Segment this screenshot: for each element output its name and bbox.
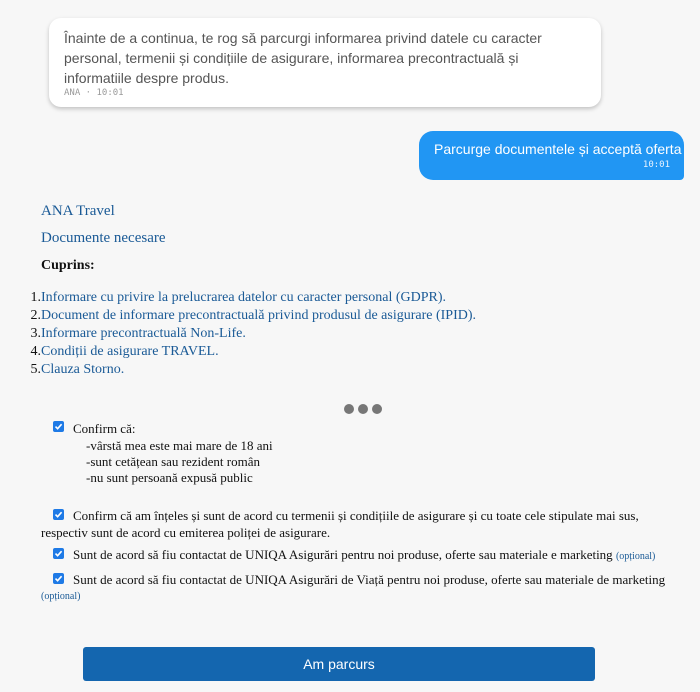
terms-label-line1: Confirm că am înțeles și sunt de acord cu termenii și condițiile de asigurare și cu toate cele stipulate mai sus, bbox=[73, 508, 639, 523]
optional-tag: (opțional) bbox=[615, 551, 656, 562]
outgoing-message-bubble bbox=[419, 131, 684, 180]
age-confirm-line: -nu sunt persoană expusă public bbox=[86, 470, 253, 485]
typing-indicator-icon bbox=[344, 404, 382, 414]
marketing-uniqa-checkbox[interactable] bbox=[53, 548, 64, 559]
checkmark-icon bbox=[54, 549, 63, 558]
age-confirm-line: -vârstă mea este mai mare de 18 ani bbox=[86, 438, 273, 453]
marketing-uniqa-life-checkbox[interactable] bbox=[53, 573, 64, 584]
document-link-ipid[interactable]: Document de informare precontractuală privind produsul de asigurare (IPID). bbox=[41, 308, 477, 323]
am-parcurs-button[interactable]: Am parcurs bbox=[83, 647, 595, 681]
list-item: 3.Informare precontractuală Non-Life. bbox=[30, 326, 246, 341]
incoming-message-meta: ANA · 10:01 bbox=[64, 88, 124, 98]
age-confirm-label: Confirm că: bbox=[73, 421, 136, 436]
contents-label: Cuprins: bbox=[41, 258, 95, 273]
checkmark-icon bbox=[54, 574, 63, 583]
terms-label-line2: respectiv sunt de acord cu emiterea poliței de asigurare. bbox=[41, 525, 331, 540]
document-link-gdpr[interactable]: Informare cu privire la prelucrarea datelor cu caracter personal (GDPR). bbox=[41, 290, 447, 305]
incoming-message-bubble bbox=[49, 18, 601, 107]
checkmark-icon bbox=[54, 422, 63, 431]
checkmark-icon bbox=[54, 510, 63, 519]
list-item: 4.Condiții de asigurare TRAVEL. bbox=[30, 344, 219, 359]
incoming-message-text: Înainte de a continua, te rog să parcurgi informarea privind datele cu caracter personal, termenii și condițiile de asigurare, informarea precontractuală și informatiile despre produs. bbox=[64, 30, 542, 86]
section-subtitle: Documente necesare bbox=[41, 230, 166, 246]
list-item: 1.Informare cu privire la prelucrarea datelor cu caracter personal (GDPR). bbox=[30, 290, 447, 305]
document-link-storno[interactable]: Clauza Storno. bbox=[41, 362, 125, 377]
age-confirm-checkbox[interactable] bbox=[53, 421, 64, 432]
document-link-travel-conditions[interactable]: Condiții de asigurare TRAVEL. bbox=[41, 344, 219, 359]
document-link-precontract[interactable]: Informare precontractuală Non-Life. bbox=[41, 326, 246, 341]
terms-checkbox[interactable] bbox=[53, 509, 64, 520]
list-item: 2.Document de informare precontractuală privind produsul de asigurare (IPID). bbox=[30, 308, 477, 323]
marketing-uniqa-life-label: Sunt de acord să fiu contactat de UNIQA Asigurări de Viață pentru noi produse, oferte sau materiale de marketing bbox=[73, 572, 666, 587]
age-confirm-line: -sunt cetățean sau rezident român bbox=[86, 454, 260, 469]
marketing-uniqa-label: Sunt de acord să fiu contactat de UNIQA Asigurări pentru noi produse, oferte sau materiale e marketing (opțional) bbox=[73, 547, 656, 562]
outgoing-message-text: Parcurge documentele și acceptă oferta bbox=[434, 141, 682, 157]
document-list bbox=[0, 289, 476, 379]
section-title: ANA Travel bbox=[41, 203, 115, 219]
optional-tag: (opțional) bbox=[41, 591, 81, 602]
list-item: 5.Clauza Storno. bbox=[30, 362, 125, 377]
outgoing-message-time: 10:01 bbox=[642, 160, 670, 170]
